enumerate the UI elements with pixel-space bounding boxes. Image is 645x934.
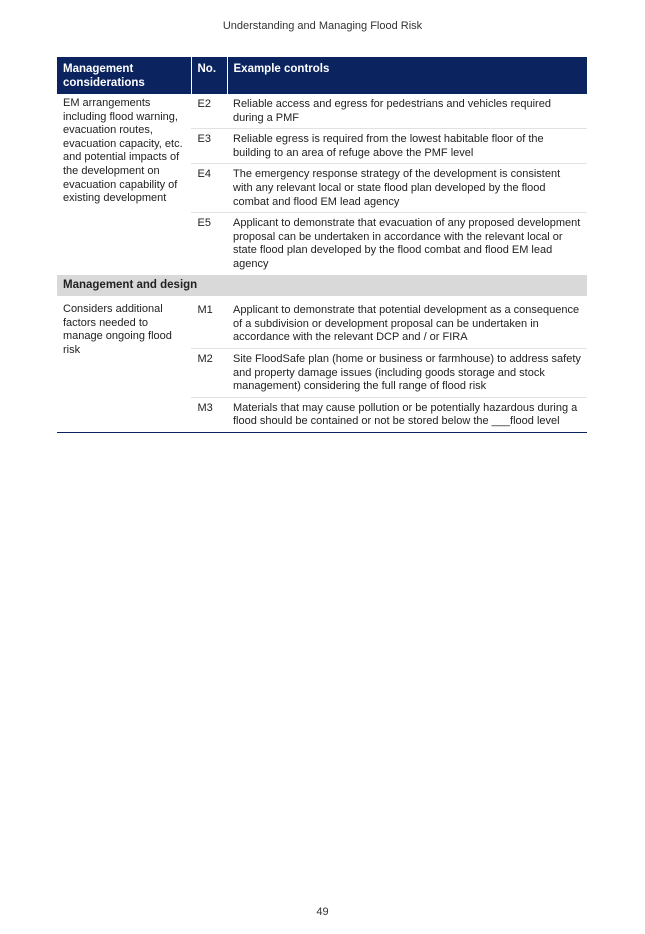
control-text: Applicant to demonstrate that evacuation of any proposed development proposal can be undertaken in accordance with the relevant local or state flood plan developed by the flood combat and flood EM lead agency [233, 217, 581, 270]
page-number: 49 [316, 906, 329, 918]
control-number: E2 [191, 94, 227, 129]
table-row [57, 300, 587, 348]
control-number: E3 [191, 129, 227, 164]
section-title: Management and design [57, 275, 587, 297]
control-text: Materials that may cause pollution or be potentially hazardous during a flood should be contained or not be stored below the ___flood level [227, 397, 587, 432]
column-header-example-controls: Example controls [227, 57, 587, 94]
management-consideration-md: Considers additional factors needed to manage ongoing flood risk [57, 300, 191, 432]
flood-controls-table [57, 57, 587, 433]
running-header: Understanding and Managing Flood Risk [222, 20, 423, 32]
management-consideration-em: EM arrangements including flood warning, evacuation routes, evacuation capacity, etc. and potential impacts of the development on evacuation capability of existing development [63, 97, 183, 205]
control-text: Site FloodSafe plan (home or business or farmhouse) to address safety and property damage issues (including goods storage and stock management) considering the full range of flood risk [227, 348, 587, 397]
control-number: M1 [191, 300, 227, 348]
column-header-number: No. [191, 57, 227, 94]
table-header-row [57, 57, 587, 94]
control-text: The emergency response strategy of the development is consistent with any relevant local or state flood plan developed by the flood combat and flood EM lead agency [227, 164, 587, 213]
section-row [57, 275, 587, 297]
control-number: E5 [191, 213, 227, 275]
control-number: E4 [191, 164, 227, 213]
flood-controls-table-container [57, 57, 587, 433]
column-header-management-considerations: Management considerations [57, 57, 191, 94]
control-number: M2 [191, 348, 227, 397]
control-text: Reliable egress is required from the lowest habitable floor of the building to an area of refuge above the PMF level [227, 129, 587, 164]
control-text: Applicant to demonstrate that potential development as a consequence of a subdivision or development proposal can be undertaken in accordance with the relevant DCP and / or FIRA [227, 300, 587, 348]
table-row [57, 94, 587, 129]
control-text: Reliable access and egress for pedestrians and vehicles required during a PMF [227, 94, 587, 129]
control-number: M3 [191, 397, 227, 432]
